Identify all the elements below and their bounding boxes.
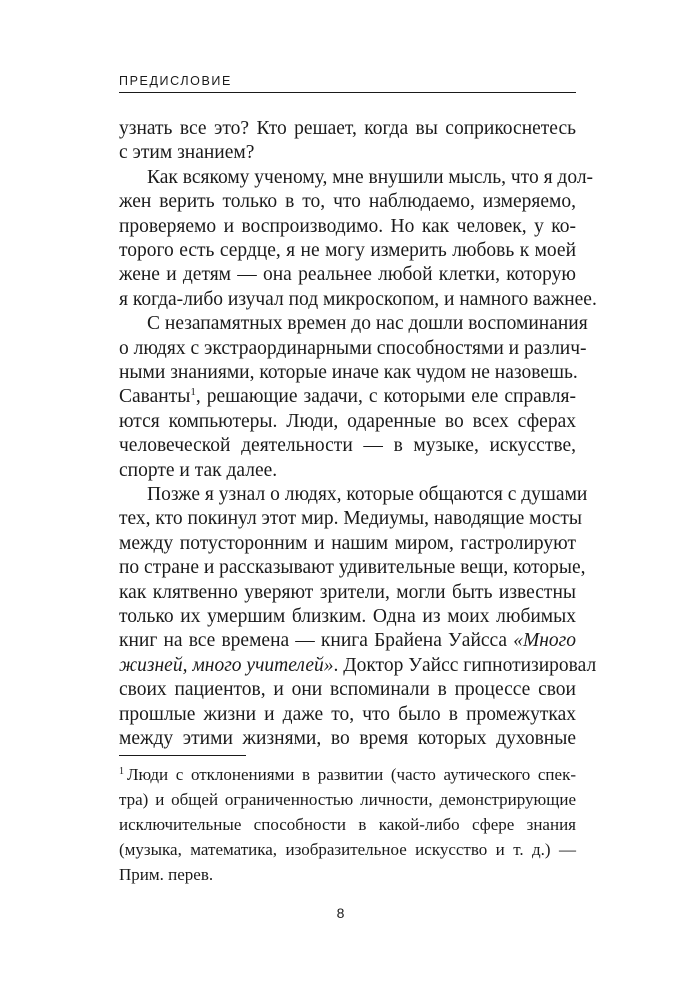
body-line: ются компьютеры. Люди, одаренные во всех сферах <box>119 410 576 432</box>
footnote-reference: 1 <box>190 386 196 399</box>
body-text-run: . Доктор Уайсс гипнотизировал <box>333 654 597 676</box>
body-line: я когда-либо изучал под микроскопом, и намного важнее. <box>119 288 597 310</box>
footnote-line: тра) и общей ограниченностью личности, демонстрирующие <box>119 790 576 809</box>
running-header <box>119 76 576 93</box>
body-text-run: книг на все времена — книга Брайена Уайсса <box>119 630 514 652</box>
body-line <box>119 654 597 676</box>
body-line: узнать все это? Кто решает, когда вы соприкоснетесь <box>119 118 576 139</box>
footnote-text: Люди с отклонениями в развитии (часто аутического спек- <box>127 765 576 784</box>
body-line: по стране и рассказывают удивительные вещи, которые, <box>119 557 586 579</box>
body-line: Как всякому ученому, мне внушили мысль, что я дол- <box>147 166 594 188</box>
footnote-line: исключительные способности в какой-либо сфере знания <box>119 815 576 834</box>
body-text-run: Саванты <box>119 386 191 408</box>
body-line: с этим знанием? <box>119 142 255 164</box>
body-line: жене и детям — она реальнее любой клетки, которую <box>119 264 576 286</box>
book-title-italic: «Много <box>513 630 576 652</box>
body-line: между этими жизнями, во время которых духовные <box>119 728 576 749</box>
body-line: между потусторонним и нашим миром, гастролируют <box>119 532 576 554</box>
body-text-run: , решающие задачи, с которыми еле справля- <box>195 386 576 408</box>
body-line: только их умершим близким. Одна из моих любимых <box>119 606 576 627</box>
body-line: прошлые жизни и даже то, что было в промежутках <box>119 703 576 725</box>
body-line: о людях с экстраординарными способностями и различ- <box>119 337 587 359</box>
body-line: торого есть сердце, я не могу измерить любовь к моей <box>119 240 576 261</box>
footnote-line: (музыка, математика, изобразительное искусство и т. д.) — <box>119 840 576 859</box>
body-line: Позже я узнал о людях, которые общаются с душами <box>147 484 588 505</box>
body-line: тех, кто покинул этот мир. Медиумы, наводящие мосты <box>119 508 582 530</box>
body-line: С незапамятных времен до нас дошли воспоминания <box>147 313 588 335</box>
footnote-line <box>119 766 576 783</box>
footnote-separator <box>119 755 246 756</box>
body-line <box>119 387 576 407</box>
footnote-mark: 1 <box>119 766 124 777</box>
section-title: ПРЕДИСЛОВИЕ <box>119 74 232 88</box>
body-line: человеческой деятельности — в музыке, искусстве, <box>119 435 576 457</box>
body-line: ными знаниями, которые иначе как чудом не назовешь. <box>119 362 578 383</box>
footnote-line: Прим. перев. <box>119 865 214 884</box>
body-line: спорте и так далее. <box>119 459 278 481</box>
page-number: 8 <box>336 905 345 921</box>
body-line: жен верить только в то, что наблюдаемо, измеряемо, <box>119 191 576 213</box>
body-line: проверяемо и воспроизводимо. Но как человек, у ко- <box>119 215 576 237</box>
body-line: своих пациентов, и они вспоминали в процессе свои <box>119 679 576 701</box>
body-line: как клятвенно уверяют зрители, могли быть известны <box>119 581 576 603</box>
body-line <box>119 631 576 651</box>
book-title-italic: жизней, много учителей» <box>119 654 334 676</box>
